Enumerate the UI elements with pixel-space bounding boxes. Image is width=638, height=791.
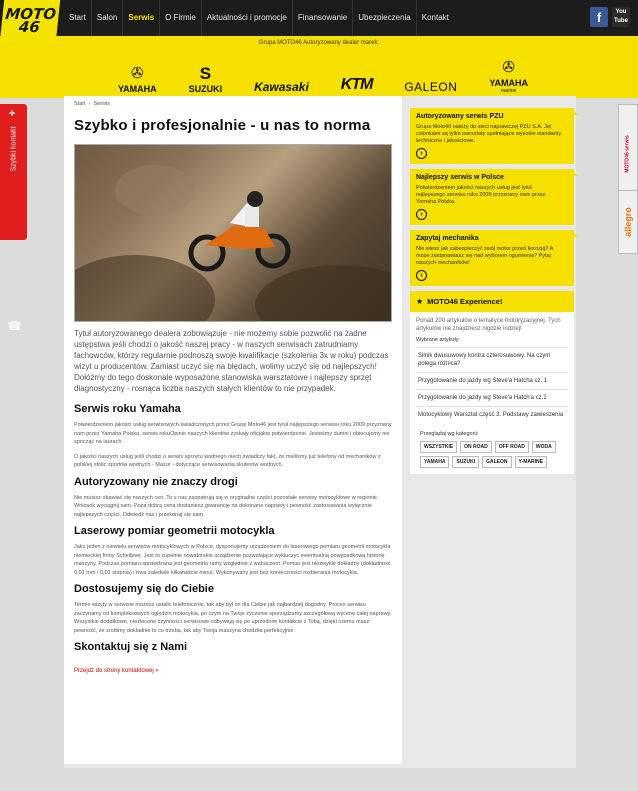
tag-off-road[interactable]: OFF ROAD (495, 441, 529, 453)
quick-contact-label: Szybki kontakt (10, 126, 18, 172)
breadcrumb-separator-icon: › (88, 101, 91, 107)
intro-text: Tytuł autoryzowanego dealera zobowiązuje - nie możemy sobie pozwolić na żadne ustępstwa jeśli chodzi o jakość naszej pracy - w naszych serwisach zatrudniamy fachowców, którzy regularnie podnoszą swoje kwalifikacje (szkolenia 3x w roku) podczas wizyt u producentów. Zamiast uczyć się na błędach, wolimy uczyć się od najlepszych! Dołóżmy do tego doskonale wyposażone stanowiska warsztatowe i najlepszy sprzęt diagnostyczny - rosnąca liczba naszych stałych klientów to nie przypadek. (74, 329, 389, 393)
promo-title: Zapytaj mechanika (416, 235, 479, 242)
social-links (590, 7, 630, 27)
motocross-rider-icon (185, 185, 295, 275)
promo-title: Autoryzowany serwis PZU (416, 113, 504, 120)
contact-page-link[interactable]: Przejdź do strony kontaktowej » (74, 668, 159, 674)
section-text: Jako jeden z niewielu serwisów motocyklowych w Polsce, dysponujemy urządzeniem do laserowego pomiaru geometrii motocykla niemieckiej firmy Scheibner. Jest to zupełnie nowatorskie urządzenie pozwalające wykluczyć ewentualną powypadkową historię maszyny. Podczas pomiaru sprawdzana jest geometria ramy względnie z wahaczem. Pomiar jest niezwykle dokładny (dokładność 0,01 mm / 0,01 stopnia) i trwa zaledwie kilkanaście minut. Wykonywany jest bez konieczności rozbierania motocykla. (74, 544, 391, 576)
page-container (64, 96, 576, 768)
section-text: Termin wizyty w serwisie możesz ustalić telefonicznie, tak aby był on dla Ciebie jak najbardziej dogodny. Proces serwisu zaczynamy od kompleksowych oględzin motocykla, po czym na Twoje życzenie sporządzamy szczegółową wycenę całej naprawy. Wszystkie dodatkowe, niezlecone czynności serwisowe odbywają się po uprzednim kontakcie z Tobą, dzięki czemu masz pewność, że zrobimy dokładnie to co trzeba, tak aby Twoja maszyna chodziła perfekcyjnie. (74, 602, 392, 634)
selected-articles-label: Wybrane artykuły: (416, 337, 460, 343)
tag-y-marine[interactable]: Y-MARINE (515, 456, 547, 468)
promo-text: Grupa Moto46 należy do sieci naprawczej PZU S.A. Jej członkami są tylko warsztaty spełniające wysokie standardy techniczne i jakościowe. (416, 124, 562, 144)
section-title-serwis-roku: Serwis roku Yamaha (74, 403, 181, 415)
plus-icon: + (9, 108, 16, 120)
breadcrumb-start[interactable]: Start (74, 101, 86, 107)
promo-text: Potwierdzeniem jakości naszych usług jest tytuł najlepszego serwisu roku 2009 przyznany nam przez Yamaha Polska. (416, 185, 546, 205)
side-tab-allegro[interactable] (618, 190, 638, 254)
article-link[interactable]: Silnik dwusuwowy kontra czterosuwowy. Na czym polega różnica? (416, 347, 568, 372)
brand-yamaha-marine-label: YAMAHA (489, 78, 528, 88)
nav-start[interactable]: Start (69, 13, 86, 22)
nav-kontakt[interactable]: Kontakt (416, 0, 454, 36)
page-title: Szybko i profesjonalnie - u nas to norma (74, 117, 371, 134)
main-content (64, 96, 402, 764)
side-tab-moto46-label: MOTO46 serwis (625, 135, 631, 173)
brand-caption: Grupa MOTO46 Autoryzowany dealer marek: (258, 40, 380, 46)
tag-galeon[interactable]: GALEON (482, 456, 511, 468)
side-tab-moto46[interactable] (618, 104, 638, 204)
brand-ktm-label: KTM (340, 76, 373, 93)
section-title-laserowy: Laserowy pomiar geometrii motocykla (74, 525, 275, 537)
section-title-dostosujemy: Dostosujemy się do Ciebie (74, 583, 214, 595)
brand-suzuki[interactable] (189, 66, 223, 94)
tag-suzuki[interactable]: SUZUKI (452, 456, 479, 468)
nav-ubezpieczenia[interactable]: Ubezpieczenia (352, 0, 415, 36)
tag-on-road[interactable]: ON ROAD (460, 441, 492, 453)
brand-list (118, 46, 528, 94)
yamaha-emblem-icon: ✇ (131, 65, 144, 82)
hero-image-motocross (74, 144, 392, 322)
section-text: Potwierdzeniem jakości usług serwisowych świadczonych przez Grupę Moto46 jest tytuł najlepszego serwisu roku 2009 przyznany nam przez Yamaha Polska, serwis rokuOpinie naszych klientów zyskały oficjalne potwierdzenie. Jesteśmy dumni i obiecujemy nie spocząć na laurach. (74, 422, 392, 445)
sidebar (410, 108, 574, 474)
promo-box-ask-mechanic[interactable] (410, 230, 574, 286)
arrow-right-icon[interactable]: › (416, 148, 427, 159)
brand-galeon[interactable] (404, 80, 457, 94)
experience-title: MOTO46 Experience! (427, 297, 503, 306)
nav-aktualnosci[interactable]: Aktualności i promocje (201, 0, 292, 36)
category-label: Przeglądaj wg kategorii: (420, 431, 479, 437)
youtube-icon[interactable]: You Tube (612, 7, 630, 27)
brand-yamaha-marine[interactable] (489, 60, 528, 94)
brand-yamaha[interactable] (118, 66, 157, 94)
side-tab-allegro-label: allegro (623, 207, 634, 237)
nav-serwis[interactable]: Serwis (122, 0, 159, 36)
star-icon: ★ (416, 297, 424, 306)
tag-wszystkie[interactable]: WSZYSTKIE (420, 441, 457, 453)
section-text: Nie musisz obawiać się naszych cen. To u nas zaopatrują się w oryginalne części pozostałe serwisy motocyklowe w regionie. Wniosek wyciągnij sam. Poza dobrą ceną dostaniesz gwarancję na dokonane naprawy i pewność zastosowania wyłącznie najlepszych części. Odwiedź nas i przekonaj się sam. (74, 494, 379, 518)
phone-icon: ☎ (7, 319, 22, 333)
section-text: O jakości naszych usług jeśli chodzi o serwis sprzętu wodnego niech świadczy fakt, że mieliśmy już telefony od mechaników z polskiej stolic sportów wodnych - Mazur - dotyczące serwisowania skuterów wodnych. (74, 453, 381, 468)
brand-suzuki-label: SUZUKI (188, 84, 223, 94)
article-link[interactable]: Motocyklowy Warsztat część 3. Podstawy zawieszenia (416, 406, 568, 423)
experience-header (410, 291, 574, 312)
main-nav (64, 0, 454, 36)
experience-widget (410, 291, 574, 474)
category-tags (416, 441, 556, 468)
brand-yamaha-label: YAMAHA (118, 84, 157, 94)
section-title-autoryzowany: Autoryzowany nie znaczy drogi (74, 475, 238, 488)
promo-title: Najlepszy serwis w Polsce (416, 174, 504, 181)
brand-marine-sub: marine (501, 88, 517, 94)
brand-galeon-label: GALEON (404, 80, 458, 94)
experience-description: Ponad 200 artykułów o tematyce motoryzacyjnej. Tych artykułów nie znajdziesz nigdzie indziej! (416, 318, 561, 332)
breadcrumb-current: Serwis (93, 101, 110, 107)
yamaha-marine-emblem-icon: ✇ (502, 59, 515, 76)
article-link[interactable]: Przygotowanie do jazdy wg Steve'a Hatcha cz. 1 (416, 372, 568, 389)
top-bar (0, 0, 638, 36)
brand-band (0, 36, 638, 98)
tag-woda[interactable]: WODA (532, 441, 556, 453)
promo-box-best-service[interactable] (410, 169, 574, 225)
experience-body (410, 312, 574, 474)
site-logo[interactable] (0, 0, 60, 42)
section-title-skontaktuj: Skontaktuj się z Nami (74, 641, 188, 653)
tag-yamaha[interactable]: YAMAHA (420, 456, 449, 468)
nav-salon[interactable]: Salon (91, 0, 122, 36)
nav-finansowanie[interactable]: Finansowanie (292, 0, 352, 36)
quick-contact-tab[interactable] (0, 104, 27, 333)
promo-text: Nie wiesz jak zabezpieczyć swój motor przed korozją? A może zastanawiasz się nad wyborem ogumienia? Pytaj naszych mechaników! (416, 246, 553, 266)
brand-kawasaki-label: Kawasaki (254, 80, 309, 94)
breadcrumb (74, 101, 392, 107)
nav-o-firmie[interactable]: O Firmie (159, 0, 201, 36)
promo-box-pzu[interactable] (410, 108, 574, 164)
facebook-icon[interactable]: f (590, 7, 608, 27)
brand-ktm[interactable] (341, 76, 373, 94)
brand-kawasaki[interactable] (254, 80, 309, 94)
logo-text: MOTO 46 (4, 5, 58, 36)
arrow-right-icon[interactable]: › (416, 209, 427, 220)
arrow-right-icon[interactable]: › (416, 270, 427, 281)
article-link[interactable]: Przygotowanie do jazdy wg Steve'a Hatch'a cz.2 (416, 389, 568, 406)
suzuki-emblem-icon: S (199, 64, 212, 83)
